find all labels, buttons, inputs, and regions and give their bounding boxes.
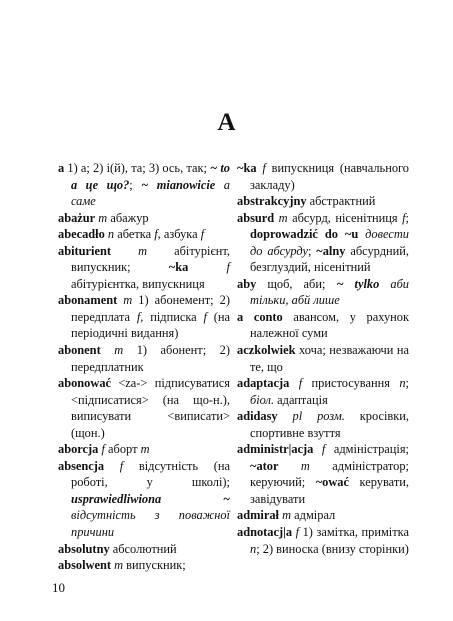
headword: aby <box>237 276 257 291</box>
entry-text: m <box>123 293 133 308</box>
entry-text <box>188 260 226 274</box>
entry-text: m <box>140 442 150 457</box>
section-letter: A <box>217 109 236 136</box>
entry-text: f <box>321 442 326 457</box>
entry-text <box>379 277 390 291</box>
entry-text: , підписка <box>140 309 204 324</box>
entry-text: ~ mianowicie <box>141 177 216 192</box>
entry-text: абсурд, нісенітниця <box>287 210 403 225</box>
entry-text: абсурдний, безглуздий, нісенітний <box>250 243 409 275</box>
dictionary-entry <box>237 441 409 507</box>
entry-text: 1) абонент; 2) передплатник <box>71 343 230 374</box>
dictionary-entry <box>237 309 409 342</box>
headword: absolutny <box>58 541 110 556</box>
dictionary-entry <box>237 193 409 210</box>
headword: abonament <box>58 293 118 308</box>
entry-text: , азбука <box>157 227 201 242</box>
entry-text: 1) замітка, примітка <box>299 525 409 540</box>
entry-text: а саме <box>71 177 230 209</box>
entry-text: f <box>402 210 406 225</box>
entry-text: адмірал <box>291 508 336 523</box>
entry-text: f <box>200 227 205 242</box>
entry-text: m <box>114 343 124 358</box>
entry-text: довести до абсурду <box>250 227 409 258</box>
headword: adnotacj|a <box>237 525 293 540</box>
entry-text: ; <box>129 177 142 192</box>
entry-text: m <box>98 210 108 225</box>
entry-text: 1) а; 2) і(й), та; 3) ось, так; <box>64 161 211 175</box>
entry-text: аборт <box>104 442 141 457</box>
entry-text: авансом, у рахунок належної суми <box>250 309 409 341</box>
dictionary-entry <box>58 541 230 558</box>
entry-text: ; 2) виноска (внизу сторінки) <box>256 541 409 556</box>
entry-text <box>278 459 300 473</box>
entry-text: 1) абонемент; 2) передплата <box>71 293 230 324</box>
entry-text: абстрактний <box>306 194 376 209</box>
dictionary-entry <box>237 507 409 524</box>
dictionary-entry <box>237 276 409 309</box>
headword: aborcja <box>58 442 99 457</box>
entry-text: f <box>226 260 230 275</box>
right-column <box>237 160 409 557</box>
entry-text: випускник; <box>123 558 186 573</box>
entry-text: pl розм. <box>292 409 345 424</box>
dictionary-entry <box>237 342 409 375</box>
entry-text: відсутність з поважної причини <box>71 508 230 540</box>
dictionary-entry <box>58 441 230 458</box>
entry-text: n <box>250 541 257 556</box>
headword: doprowadzić do ~u <box>250 227 359 242</box>
headword: absurd <box>237 210 275 225</box>
dictionary-entry <box>58 243 230 293</box>
entry-text: кросівки, спортивне взуття <box>250 409 409 440</box>
dictionary-entry <box>237 375 409 408</box>
entry-text: ~ tylko <box>336 276 380 291</box>
entry-text <box>111 244 138 258</box>
entry-text: щоб, аби; <box>256 276 337 291</box>
entry-text <box>278 409 293 423</box>
dictionary-entry <box>58 160 230 210</box>
entry-text: відсутність (на роботі, у школі); <box>71 458 230 490</box>
headword: ~ka <box>168 260 189 275</box>
left-column <box>58 160 230 574</box>
entry-text: біол. <box>250 392 275 407</box>
headword: ~ator <box>250 458 279 473</box>
entry-text: (на періодичні видання) <box>71 309 231 341</box>
entry-text: f <box>119 458 124 473</box>
entry-text: адаптація <box>274 392 328 407</box>
dictionary-entry <box>237 408 409 441</box>
entry-text: f <box>262 161 266 175</box>
entry-text: <za-> підписуватися <підписатися> (на що-н.), виписувати <виписати> (щон.) <box>71 376 230 440</box>
dictionary-entry <box>58 292 230 342</box>
dictionary-entry <box>58 557 230 574</box>
entry-text: f <box>298 376 303 391</box>
headword: adaptacja <box>237 376 290 391</box>
entry-text: ; <box>405 376 409 391</box>
headword: absolwent <box>58 558 112 573</box>
entry-text: m <box>138 243 148 258</box>
headword: absencja <box>58 458 105 473</box>
dictionary-entry <box>237 210 409 276</box>
entry-text: абажур <box>107 210 149 225</box>
entry-text: хоча; незважаючи на те, що <box>250 343 409 374</box>
dictionary-entry <box>58 342 230 375</box>
dictionary-entry <box>58 210 230 227</box>
entry-text: ~ to a це що? <box>71 161 231 192</box>
dictionary-entry <box>58 375 230 441</box>
dictionary-entry <box>58 226 230 243</box>
entry-text: f <box>154 227 158 242</box>
headword: a conto <box>237 309 283 324</box>
headword: adidasy <box>237 409 278 424</box>
entry-text <box>313 442 322 456</box>
headword: abstrakcyjny <box>237 194 307 209</box>
entry-text: абетка <box>114 227 155 242</box>
headword: aczkolwiek <box>237 343 296 358</box>
entry-text: адміністратор; керуючий; <box>250 458 409 490</box>
entry-text: f <box>295 525 300 540</box>
entry-text: m <box>114 558 124 573</box>
entry-text: ; <box>307 243 317 258</box>
entry-text <box>289 376 298 390</box>
entry-text: m <box>282 508 292 523</box>
entry-text: аби тільки, абй лише <box>250 276 409 308</box>
dictionary-entry <box>58 458 230 541</box>
entry-text: m <box>278 210 288 225</box>
headword: abiturient <box>58 243 112 258</box>
entry-text: m <box>300 458 310 473</box>
entry-text: n <box>107 227 115 242</box>
headword: abecadło <box>58 227 105 242</box>
headword: admirał <box>237 508 279 523</box>
headword: abonent <box>58 343 101 358</box>
headword: ~ować <box>315 475 349 490</box>
entry-text: керувати, завідувати <box>250 475 409 506</box>
entry-text: випускниця (навчального закладу) <box>250 161 409 192</box>
entry-text: n <box>399 376 406 391</box>
entry-text: абітурієнтка, випускниця <box>71 276 205 291</box>
headword: abażur <box>58 210 96 225</box>
entry-text: пристосування <box>302 376 400 391</box>
entry-text: usprawiedliwiona ~ <box>71 491 230 506</box>
headword: administr|acja <box>237 442 314 457</box>
entry-text: f <box>203 309 207 324</box>
entry-text <box>104 459 120 473</box>
headword: ~alny <box>316 243 346 258</box>
entry-text: абітурієнт, випускник; <box>71 243 230 275</box>
page-number: 10 <box>52 580 65 595</box>
entry-text: ; <box>405 210 409 225</box>
entry-text: адміністрація; <box>325 442 409 457</box>
headword: abonować <box>58 376 112 391</box>
headword: a <box>58 161 65 175</box>
entry-text: f <box>136 309 141 324</box>
entry-text <box>215 178 224 192</box>
entry-text: f <box>101 442 105 457</box>
entry-text: абсолютний <box>109 541 177 556</box>
dictionary-entry <box>237 160 409 193</box>
headword: ~ka <box>237 161 257 175</box>
entry-text <box>101 343 115 357</box>
dictionary-entry <box>237 524 409 557</box>
